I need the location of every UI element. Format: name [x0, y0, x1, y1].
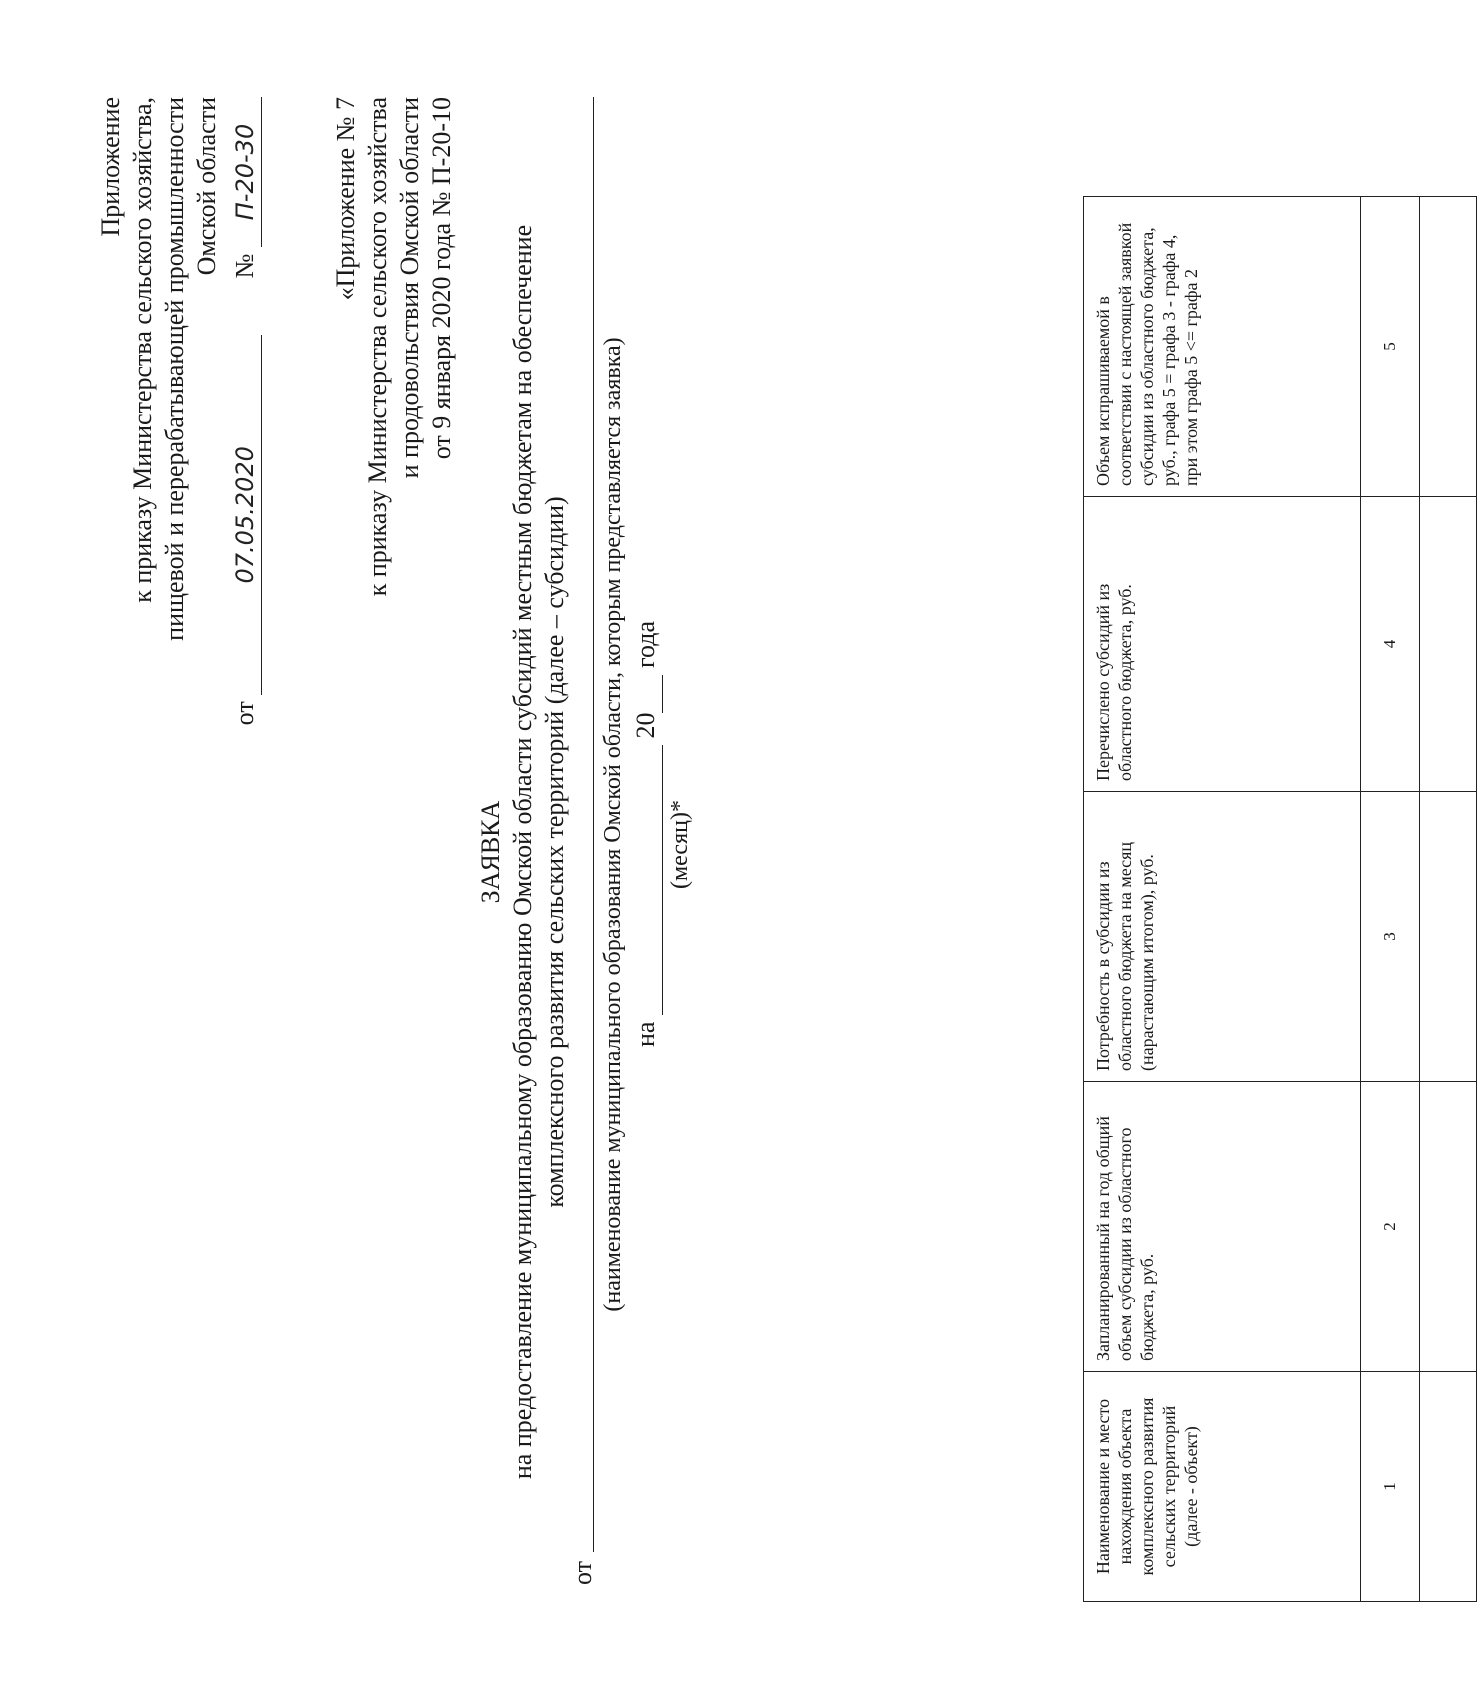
- column-number-4: 4: [1361, 497, 1420, 792]
- request-on-row: [630, 347, 663, 1047]
- request-subtitle-1: на предоставление муниципальному образованию Омской области субсидий местным бюджетам на обеспечение: [508, 224, 537, 1480]
- appendix-line-3: от 9 января 2020 года № П-20-10: [427, 97, 456, 460]
- approval-date-number-row: [229, 97, 262, 797]
- table-cell: [1420, 197, 1477, 497]
- column-number-1: 1: [1361, 1372, 1420, 1602]
- request-subtitle-2: комплексного развития сельских территорий (далее – субсидии): [540, 496, 569, 1208]
- header-transferred: Перечислено субсидий из областного бюджета, руб.: [1084, 497, 1361, 792]
- request-month-caption: (месяц)*: [667, 800, 693, 889]
- table-cell: [1420, 497, 1477, 792]
- table-row: [1420, 197, 1477, 1602]
- approval-from-label: от: [230, 701, 259, 726]
- table-cell: [1420, 1082, 1477, 1372]
- request-year-prefix: 20: [631, 712, 660, 739]
- header-requested-volume: Объем испрашиваемой в соответствии с настоящей заявкой субсидии из областного бюджета, руб., графа 5 = графа 3 - графа 4, при этом графа 5 <= графа 2: [1084, 197, 1361, 497]
- appendix-title: «Приложение № 7: [331, 97, 360, 301]
- request-from-label: от: [568, 1560, 597, 1585]
- approval-line-3: Омской области: [192, 97, 221, 276]
- table-cell: [1420, 1372, 1477, 1602]
- approval-number-field: [229, 97, 262, 247]
- table-number-row: [1361, 197, 1420, 1602]
- column-number-2: 2: [1361, 1082, 1420, 1372]
- appendix-block: [330, 97, 458, 797]
- appendix-line-1: к приказу Министерства сельского хозяйства: [363, 97, 392, 597]
- approval-line-1: к приказу Министерства сельского хозяйства,: [128, 97, 157, 603]
- header-planned-volume: Запланированный на год общий объем субсидии из областного бюджета, руб.: [1084, 1082, 1361, 1372]
- request-month-field: [630, 745, 663, 1015]
- approval-date-field: [229, 335, 262, 695]
- header-object-name: Наименование и место нахождения объекта комплексного развития сельских территорий (далее - объект): [1084, 1372, 1361, 1602]
- approval-line-2: пищевой и перерабатывающей промышленности: [160, 97, 189, 641]
- request-heading: ЗАЯВКА: [476, 800, 505, 904]
- subsidy-table: [1083, 196, 1477, 1602]
- request-year-suffix: года: [631, 620, 660, 669]
- approval-number-label: №: [230, 253, 259, 279]
- table-cell: [1420, 792, 1477, 1082]
- appendix-line-2: и продовольствия Омской области: [395, 97, 424, 479]
- request-year-field: [630, 675, 663, 713]
- request-block: [475, 102, 571, 1602]
- request-from-caption: (наименование муниципального образования Омской области, которым представляется заявка): [600, 337, 626, 1312]
- column-number-3: 3: [1361, 792, 1420, 1082]
- request-on-label: на: [631, 1021, 660, 1047]
- table-header-row: [1084, 197, 1361, 1602]
- approval-number-handwritten: П-20-30: [231, 123, 259, 221]
- approval-title: Приложение: [96, 97, 125, 237]
- approval-date-handwritten: 07.05.2020: [231, 446, 259, 584]
- request-from-underline: [593, 97, 594, 1552]
- column-number-5: 5: [1361, 197, 1420, 497]
- header-monthly-need: Потребность в субсидии из областного бюджета на месяц (нарастающим итогом), руб.: [1084, 792, 1361, 1082]
- approval-block: [95, 97, 262, 797]
